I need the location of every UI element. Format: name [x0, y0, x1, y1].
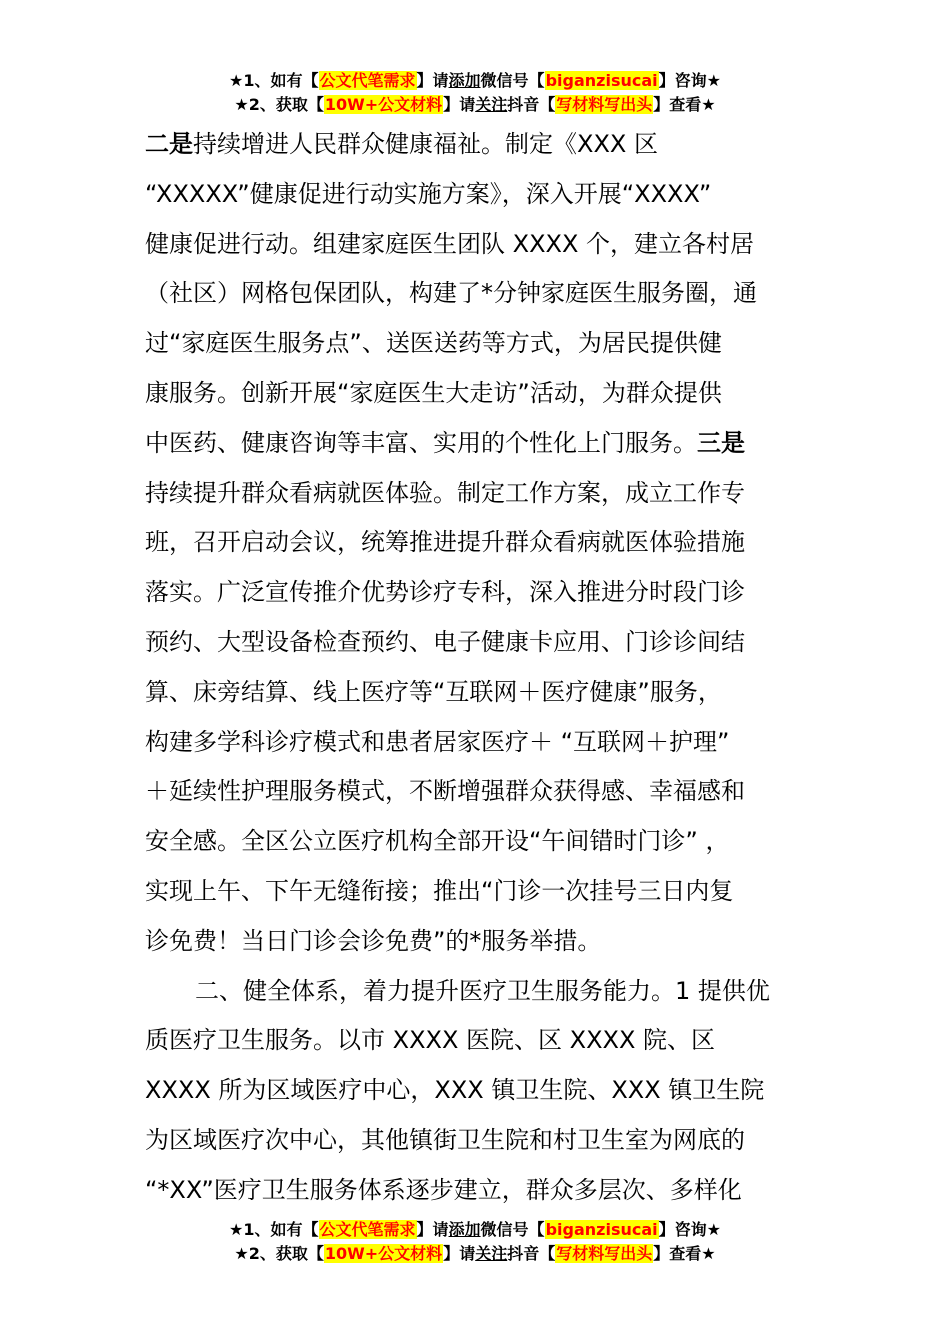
body-line: ＋延续性护理服务模式，不断增强群众获得感、幸福感和	[145, 777, 745, 806]
body-line: （社区）网格包保团队，构建了*分钟家庭医生服务圈，通	[145, 279, 757, 308]
body-line	[145, 120, 805, 170]
line-text: 持续增进人民群众健康福祉。制定《XXX 区	[193, 130, 658, 158]
banner-underlined-text: 添加	[448, 1220, 481, 1239]
body-line: 持续提升群众看病就医体验。制定工作方案，成立工作专	[145, 478, 745, 507]
header-banner	[0, 69, 950, 117]
banner-underlined-text: 关注	[475, 95, 508, 114]
banner-text: 】咨询★	[658, 71, 721, 90]
banner-highlight-service: 公文代笔需求	[319, 1220, 416, 1239]
banner-text: 抖音【	[507, 1244, 556, 1263]
bold-lead: 三是	[697, 428, 745, 457]
banner-text: 】请	[416, 71, 449, 90]
banner-highlight-douyin: 写材料写出头	[556, 1244, 653, 1263]
body-line: “XXXXX”健康促进行动实施方案》，深入开展“XXXX”	[145, 179, 712, 208]
banner-text: 】查看★	[653, 1244, 716, 1263]
body-line: 过“家庭医生服务点”、送医送药等方式，为居民提供健	[145, 329, 722, 358]
body-line: 为区域医疗次中心，其他镇街卫生院和村卫生室为网底的	[145, 1125, 745, 1154]
banner-text: 】请	[416, 1220, 449, 1239]
body-line: 质医疗卫生服务。以市 XXXX 医院、区 XXXX 院、区	[145, 1026, 716, 1055]
body-line: 诊免费！当日门诊会诊免费”的*服务举措。	[145, 926, 602, 955]
banner-underlined-text: 添加	[448, 71, 481, 90]
footer-banner	[0, 1218, 950, 1266]
body-line: 健康促进行动。组建家庭医生团队 XXXX 个，建立各村居	[145, 229, 755, 258]
banner-highlight-service: 公文代笔需求	[319, 71, 416, 90]
body-line: 班，召开启动会议，统筹推进提升群众看病就医体验措施	[145, 528, 745, 557]
banner-highlight-wechat: biganzisucai	[545, 1220, 658, 1239]
body-line: 实现上午、下午无缝衔接；推出“门诊一次挂号三日内复	[145, 876, 734, 905]
line-text: 中医药、健康咨询等丰富、实用的个性化上门服务。	[145, 428, 697, 457]
bold-lead: 二是	[145, 130, 193, 158]
banner-highlight-materials: 10W+公文材料	[324, 1244, 443, 1263]
banner-line-1	[0, 69, 950, 93]
banner-highlight-douyin: 写材料写出头	[556, 95, 653, 114]
body-line: “*XX”医疗卫生服务体系逐步建立，群众多层次、多样化	[145, 1175, 742, 1204]
banner-underlined-text: 关注	[475, 1244, 508, 1263]
banner-highlight-materials: 10W+公文材料	[324, 95, 443, 114]
banner-text: ★1、如有【	[229, 71, 319, 90]
body-line: 算、床旁结算、线上医疗等“互联网＋医疗健康”服务，	[145, 677, 722, 706]
banner-highlight-wechat: biganzisucai	[545, 71, 658, 90]
banner-text: 】咨询★	[658, 1220, 721, 1239]
banner-text: 】查看★	[653, 95, 716, 114]
banner-text: 微信号【	[480, 1220, 545, 1239]
body-line: 康服务。创新开展“家庭医生大走访”活动，为群众提供	[145, 378, 722, 407]
banner-line-2	[0, 1242, 950, 1266]
banner-text: 】请	[443, 1244, 476, 1263]
banner-line-2	[0, 93, 950, 117]
body-line	[145, 419, 805, 469]
banner-text: 】请	[443, 95, 476, 114]
section-heading-line: 二、健全体系，着力提升医疗卫生服务能力。1 提供优	[195, 976, 770, 1005]
body-line: 预约、大型设备检查预约、电子健康卡应用、门诊诊间结	[145, 627, 745, 656]
banner-text: ★1、如有【	[229, 1220, 319, 1239]
banner-line-1	[0, 1218, 950, 1242]
body-line: 安全感。全区公立医疗机构全部开设“午间错时门诊” ，	[145, 827, 730, 856]
body-line: XXXX 所为区域医疗中心，XXX 镇卫生院、XXX 镇卫生院	[145, 1076, 765, 1105]
banner-text: 微信号【	[480, 71, 545, 90]
banner-text: 抖音【	[507, 95, 556, 114]
banner-text: ★2、获取【	[234, 1244, 324, 1263]
body-line: 构建多学科诊疗模式和患者居家医疗＋ “互联网＋护理”	[145, 727, 730, 756]
body-line: 落实。广泛宣传推介优势诊疗专科，深入推进分时段门诊	[145, 578, 745, 607]
document-body	[145, 120, 805, 1216]
banner-text: ★2、获取【	[234, 95, 324, 114]
